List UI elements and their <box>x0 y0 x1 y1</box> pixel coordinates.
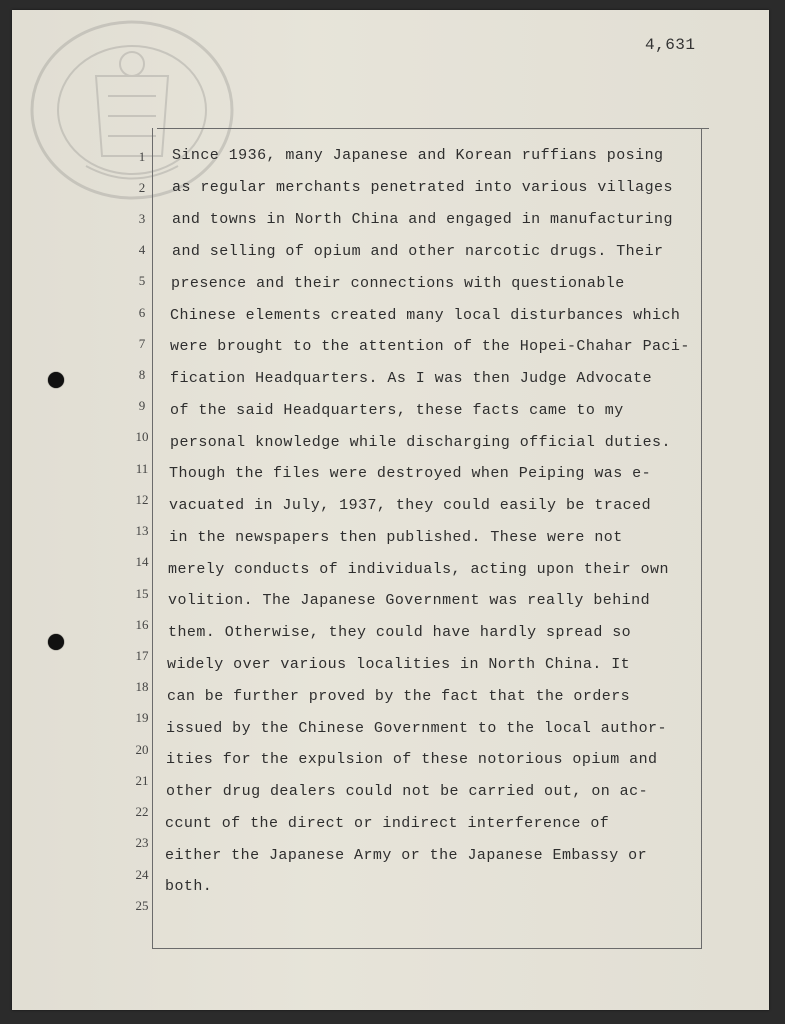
text-line: and selling of opium and other narcotic drugs. Their <box>172 243 664 260</box>
line-number: 6 <box>138 305 146 320</box>
line-number: 18 <box>135 679 149 694</box>
page-number: 4,631 <box>645 36 696 54</box>
line-number: 21 <box>135 773 149 788</box>
line-number: 16 <box>135 617 149 632</box>
text-line: in the newspapers then published. These were not <box>169 529 623 546</box>
line-number: 15 <box>135 586 149 601</box>
text-line: as regular merchants penetrated into various villages <box>172 179 673 196</box>
line-number: 3 <box>138 211 146 226</box>
text-line: widely over various localities in North China. It <box>167 656 631 673</box>
punch-hole-top <box>48 372 64 388</box>
text-line: other drug dealers could not be carried out, on ac- <box>166 783 649 800</box>
text-line: presence and their connections with questionable <box>171 275 625 292</box>
text-line: Since 1936, many Japanese and Korean ruffians posing <box>172 147 664 164</box>
text-line: issued by the Chinese Government to the local author- <box>166 720 667 737</box>
text-line: Though the files were destroyed when Peiping was e- <box>169 465 652 482</box>
line-number: 19 <box>135 710 149 725</box>
text-line: personal knowledge while discharging official duties. <box>170 434 671 451</box>
text-line: vacuated in July, 1937, they could easily be traced <box>169 497 652 514</box>
line-number: 20 <box>135 742 149 757</box>
line-number: 22 <box>135 804 149 819</box>
text-line: ities for the expulsion of these notorious opium and <box>166 751 658 768</box>
line-number: 17 <box>135 648 149 663</box>
text-line: volition. The Japanese Government was really behind <box>168 592 651 609</box>
line-number: 10 <box>135 429 149 444</box>
line-number: 13 <box>135 523 149 538</box>
text-line: both. <box>165 878 213 895</box>
line-number: 2 <box>138 180 146 195</box>
line-number: 7 <box>138 336 146 351</box>
line-number: 25 <box>135 898 149 913</box>
line-number: 4 <box>138 242 146 257</box>
line-number: 23 <box>135 835 149 850</box>
text-line: of the said Headquarters, these facts came to my <box>170 402 624 419</box>
text-line: fication Headquarters. As I was then Judge Advocate <box>170 370 653 387</box>
document-page <box>12 10 769 1010</box>
line-number: 24 <box>135 867 149 882</box>
text-line: either the Japanese Army or the Japanese Embassy or <box>165 847 648 864</box>
line-number: 14 <box>135 554 149 569</box>
text-line: and towns in North China and engaged in manufacturing <box>172 211 673 228</box>
punch-hole-bottom <box>48 634 64 650</box>
text-line: ccunt of the direct or indirect interference of <box>165 815 610 832</box>
text-line: them. Otherwise, they could have hardly spread so <box>168 624 632 641</box>
text-line: Chinese elements created many local disturbances which <box>170 307 681 324</box>
line-number: 12 <box>135 492 149 507</box>
line-number: 8 <box>138 367 146 382</box>
text-line: were brought to the attention of the Hopei-Chahar Paci- <box>170 338 690 355</box>
line-number: 5 <box>138 273 146 288</box>
line-number: 9 <box>138 398 146 413</box>
text-line: can be further proved by the fact that the orders <box>167 688 631 705</box>
line-number: 11 <box>135 461 149 476</box>
line-number: 1 <box>138 149 146 164</box>
text-line: merely conducts of individuals, acting upon their own <box>168 561 669 578</box>
